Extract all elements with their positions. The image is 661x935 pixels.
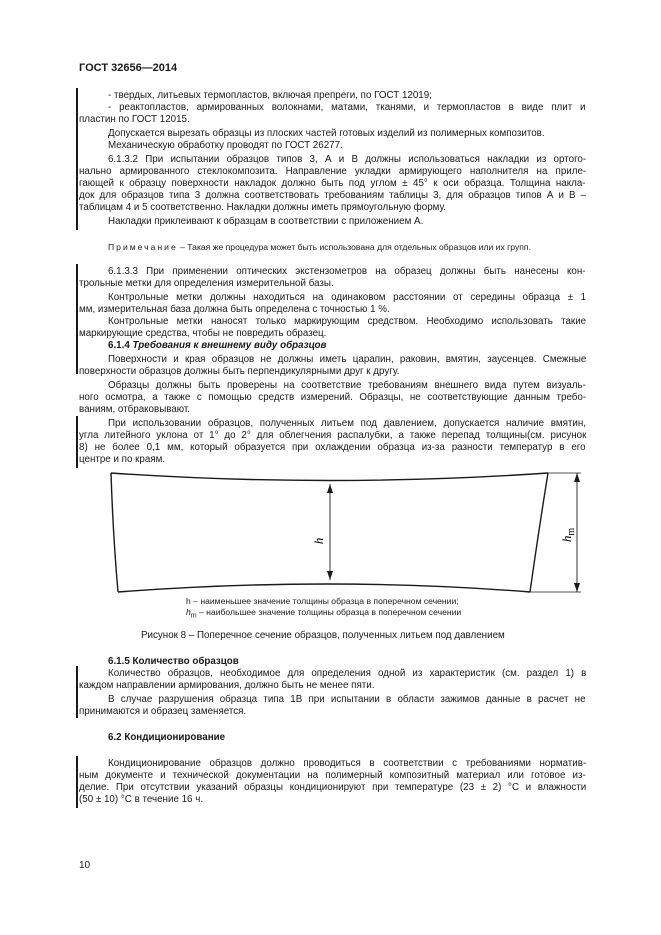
note-text: – Такая же процедура может быть использована для отдельных образцов или их групп.: [177, 242, 531, 252]
text-line: Контрольные метки должны находиться на одинаковом расстоянии от середины образца ± 1: [108, 292, 587, 303]
text-line: 6.1.3.3 При применении оптических экстензометров на образец должны быть нанесены кон-: [108, 266, 586, 277]
arrow-h-top: [327, 484, 333, 493]
arrow-hm-bottom: [574, 583, 580, 592]
text-line: Образцы должны быть проверены на соответствие требованиям внешнего вида путем визуаль-: [108, 380, 586, 391]
document-header: ГОСТ 32656—2014: [79, 62, 178, 74]
specimen-left-edge: [111, 473, 118, 592]
text-line: Кондиционирование образцов должно проводиться в соответствии с требованиями норматив-: [108, 758, 587, 769]
figure-caption: Рисунок 8 – Поперечное сечение образцов, полученных литьем под давлением: [141, 630, 505, 641]
text-line: 6.1.3.2 При испытании образцов типов 3, А и В должны использоваться накладки из ортого-: [108, 154, 587, 165]
text-line: В случае разрушения образца типа 1В при испытании в области зажимов данные в расчет не: [108, 694, 586, 705]
text-line: 8) не более 0,1 мм, который образуется при охлаждении образца из-за разности температур в его: [79, 442, 586, 453]
heading-6-2: 6.2 Кондиционирование: [108, 732, 226, 743]
text-line: трольные метки для определения измерительной базы.: [79, 278, 334, 289]
text-line: ного осмотра, а также с помощью средств измерений. Образцы, не соответствующие данным требо-: [79, 392, 587, 403]
label-hm: $h_m$: [559, 527, 577, 543]
text-line: (50 ± 10) °С в течение 16 ч.: [79, 794, 204, 805]
specimen-top-edge: [111, 473, 548, 481]
note-label: Примечание: [108, 242, 178, 252]
text-line: маркирующие средства, чтобы не повредить образец.: [79, 328, 327, 339]
text-line: док для образцов типа 3 должна соответствовать требованиям таблицы 3, для образцов типов А и В –: [79, 190, 587, 201]
text-line: - твердых, литьевых термопластов, включая препреги, по ГОСТ 12019;: [108, 90, 432, 101]
text-line: каждом направлении армирования, должно быть не менее пяти.: [79, 680, 375, 691]
heading-number: 6.1.4: [108, 340, 130, 351]
specimen-bottom-edge: [118, 584, 530, 592]
legend-h: h – наименьшее значение толщины образца в поперечном сечении;: [186, 596, 459, 606]
text-line: Поверхности и края образцов не должны иметь царапин, раковин, вмятин, заусенцев. Смежные: [108, 354, 587, 365]
text-line: Механическую обработку проводят по ГОСТ 26277.: [108, 140, 343, 151]
heading-title: Требования к внешнему виду образцов: [132, 340, 327, 351]
specimen-right-edge: [530, 473, 548, 592]
text-line: При использовании образцов, полученных литьем под давлением, допускается наличие вмятин,: [108, 418, 587, 429]
page-number: 10: [79, 860, 91, 871]
label-h: h: [311, 537, 326, 545]
text-line: делие. При отсутствии указаний образцы кондиционируют при температуре (23 ± 2) °С и влажности: [79, 782, 587, 793]
heading-6-1-5: 6.1.5 Количество образцов: [108, 656, 239, 667]
text-line: Контрольные метки наносят только маркирующим средством. Необходимо использовать такие: [108, 316, 587, 327]
text-line: Накладки приклеивают к образцам в соответствии с приложением А.: [108, 216, 424, 227]
text-line: принимаются и образец заменяется.: [79, 706, 247, 717]
text-line: поверхности образцов должны быть перпендикулярными друг к другу.: [79, 366, 400, 377]
legend-hm: $h_m$ – наибольшее значение толщины образца в поперечном сечении: [186, 607, 462, 620]
text-line: пластин по ГОСТ 12015.: [79, 114, 190, 125]
text-line: гающей к образцу поверхности накладок должно быть под углом ± 45° к оси образца. Толщина накла-: [79, 178, 586, 189]
text-line: нально армированного стеклокомпозита. Направление укладки армирующего наполнителя на приле-: [79, 166, 587, 177]
text-line: ным документе и технической документации на полимерный композитный материал или готовое из-: [79, 770, 586, 781]
arrow-hm-top: [574, 473, 580, 482]
text-line: мм, измерительная база должна быть определена с точностью 1 %.: [79, 304, 390, 315]
text-line: - реактопластов, армированных волокнами, матами, тканями, и термопластов в виде плит и: [108, 102, 586, 113]
text-line: Допускается вырезать образцы из плоских частей готовых изделий из полимерных композитов.: [108, 128, 545, 139]
text-line: таблицам 4 и 5 соответственно. Накладки должны иметь прямоугольную форму.: [79, 202, 447, 213]
arrow-h-bottom: [327, 571, 333, 580]
text-line: центре и по краям.: [79, 454, 166, 465]
text-line: ваниям, отбраковывают.: [79, 404, 191, 415]
text-line: Количество образцов, необходимое для определения одной из характеристик (см. раздел 1) в: [108, 668, 587, 679]
text-line: угла литейного уклона от 1° до 2° для облегчения распалубки, а также перепад толщины(см. рисунок: [79, 430, 587, 441]
